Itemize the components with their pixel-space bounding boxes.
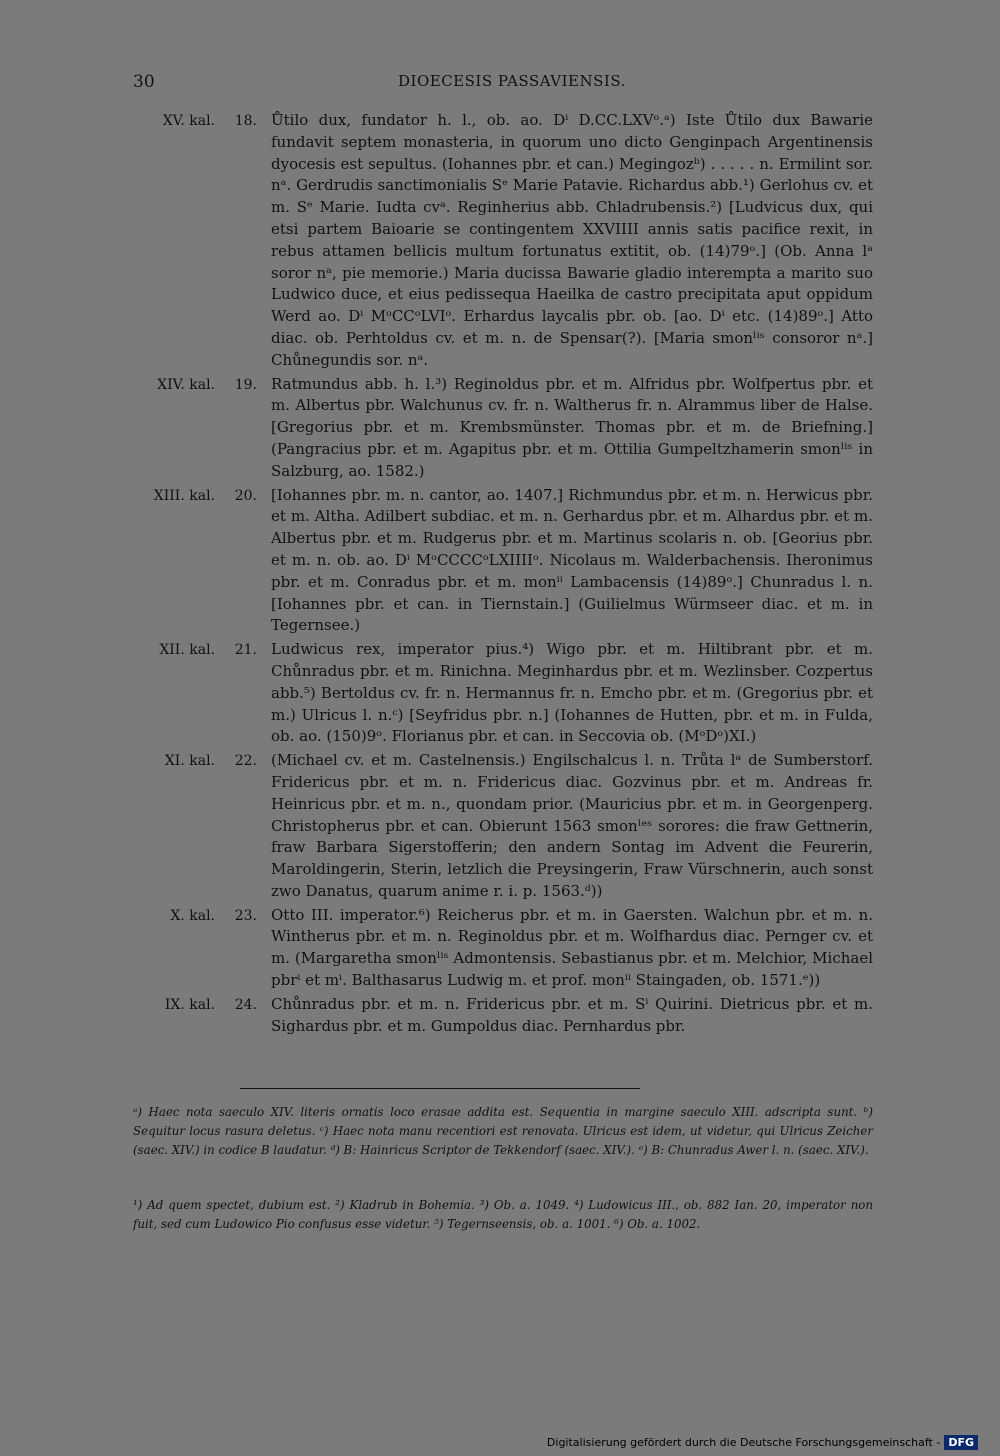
entry-date (133, 750, 271, 903)
kalends-label: XIII. kal. (153, 487, 215, 504)
day-number: 20. (234, 487, 257, 504)
kalends-label: XV. kal. (162, 113, 215, 129)
day-number: 18. (234, 113, 257, 129)
entry-date (133, 994, 271, 1038)
calendar-entry (133, 994, 873, 1038)
footnotes-letters: ᵃ) Haec nota saeculo XIV. literis ornatis loco erasae addita est. Sequentia in margine saeculo XIII. adscripta sunt. ᵇ) Sequitur locus rasura deletus. ᶜ) Haec nota manu recentiori est renovata. Ulricus est idem, ut videtur, qui Ulricus Zeicher (saec. XIV.) in codice B laudatur. ᵈ) B: Hainricus Scriptor de Tekkendorf (saec. XIV.). ᵉ) B: Chunradus Awer l. n. (saec. XIV.). (133, 1105, 873, 1157)
entry-date (133, 374, 271, 483)
kalends-label: XI. kal. (164, 753, 215, 770)
running-title: DIOECESIS PASSAVIENSIS. (398, 72, 626, 90)
entry-date (133, 110, 271, 372)
calendar-entry (133, 905, 873, 992)
day-number: 22. (234, 753, 257, 770)
footnotes-numbers: ¹) Ad quem spectet, dubium est. ²) Kladrub in Bohemia. ³) Ob. a. 1049. ⁴) Ludowicus III., ob. 882 Ian. 20, imperator non fuit, sed cum Ludowico Pio confusus esse videtur. ⁵) Tegernseensis, ob. a. 1001. ⁶) Ob. a. 1002. (133, 1198, 873, 1231)
entry-text: [Iohannes pbr. m. n. cantor, ao. 1407.] Richmundus pbr. et m. n. Herwicus pbr. et m. Altha. Adilbert subdiac. et m. n. Gerhardus pbr. et m. Alhardus pbr. et m. Albertus pbr. et m. Rudgerus pbr. et m. Martinus scolaris n. ob. [Georius pbr. et m. n. ob. ao. Dⁱ MᵒCCCCᵒLXIIIIᵒ. Nicolaus m. Walderbachensis. Iheronimus pbr. et m. Conradus pbr. et m. monⁱⁱ Lambacensis (14)89ᵒ.] Chunradus l. n. [Iohannes pbr. et can. in Tiernstain.] (Guilielmus Würmseer diac. et m. in Tegernsee.) (271, 485, 873, 635)
entry-text: (Michael cv. et m. Castelnensis.) Engilschalcus l. n. Trůta lᵃ de Sumberstorf. Fridericus pbr. et m. n. Fridericus diac. Gozvinus pbr. et m. Andreas fr. Heinricus pbr. et m. n., quondam prior. (Mauricius pbr. et m. in Georgenperg. Christopherus pbr. et can. Obierunt 1563 smonˡᵉˢ sorores: die fraw Gettnerin, fraw Barbara Sigerstofferin; den andern Sontag im Advent die Feurerin, Maroldingerin, Sterin, letzlich die Preysingerin, Fraw Vürschnerin, auch sonst zwo Danatus, quarum anime r. i. p. 1563.ᵈ)) (271, 751, 873, 900)
calendar-entry (133, 485, 873, 638)
calendar-entry (133, 639, 873, 748)
day-number: 23. (234, 907, 257, 924)
kalends-label: XIV. kal. (157, 376, 215, 393)
day-number: 24. (234, 996, 257, 1013)
entry-date (133, 485, 271, 638)
entry-date (133, 905, 271, 992)
entry-text: Chůnradus pbr. et m. n. Fridericus pbr. et m. Sⁱ Quirini. Dietricus pbr. et m. Sighardus pbr. et m. Gumpoldus diac. Pernhardus pbr. (271, 994, 873, 1035)
footnote-divider (240, 1088, 640, 1089)
entry-text: Ratmundus abb. h. l.³) Reginoldus pbr. et m. Alfridus pbr. Wolfpertus pbr. et m. Albertus pbr. Walchunus cv. fr. n. Waltherus fr. n. Alrammus liber de Halse. [Gregorius pbr. et m. Krembsmünster. Thomas pbr. et m. de Briefning.] (Pangracius pbr. et m. Agapitus pbr. et m. Ottilia Gumpeltzhamerin smonˡⁱˢ in Salzburg, ao. 1582.) (271, 374, 873, 480)
kalends-label: X. kal. (170, 907, 215, 924)
day-number: 21. (234, 642, 257, 659)
calendar-entries (133, 110, 873, 1039)
day-number: 19. (234, 376, 257, 393)
calendar-entry (133, 110, 873, 372)
entry-text: Otto III. imperator.⁶) Reicherus pbr. et m. in Gaersten. Walchun pbr. et m. n. Wintherus pbr. et m. n. Reginoldus pbr. et m. Wolfhardus diac. Pernger cv. et m. (Margaretha smonˡⁱˢ Admontensis. Sebastianus pbr. et m. Melchior, Michael pbrⁱ et mⁱ. Balthasarus Ludwig m. et prof. monⁱⁱ Staingaden, ob. 1571.ᵉ)) (271, 905, 873, 990)
dfg-logo-icon: DFG (944, 1435, 978, 1450)
digitization-credit (547, 1435, 978, 1450)
entry-text: Ludwicus rex, imperator pius.⁴) Wigo pbr. et m. Hiltibrant pbr. et m. Chůnradus pbr. et m. Rinichna. Meginhardus pbr. et m. Wezlinsber. Cozpertus abb.⁵) Bertoldus cv. fr. n. Hermannus fr. n. Emcho pbr. et m. (Gregorius pbr. et m.) Ulricus l. n.ᶜ) [Seyfridus pbr. n.] (Iohannes de Hutten, pbr. et m. in Fulda, ob. ao. (150)9ᵒ. Florianus pbr. et can. in Seccovia ob. (MᵒDᵒ)XI.) (271, 640, 873, 746)
calendar-entry (133, 374, 873, 483)
page-number: 30 (133, 72, 155, 92)
entry-text: Ůtilo dux, fundator h. l., ob. ao. Dⁱ D.CC.LXVᵒ.ᵃ) Iste Ůtilo dux Bawarie fundavit septem monasteria, in quorum uno dicto Genginpach Argentinensis dyocesis est sepultus. (Iohannes pbr. et can.) Megingozᵇ) . . . . . n. Ermilint sor. nᵃ. Gerdrudis sanctimonialis Sᵉ Marie Patavie. Richardus abb.¹) Gerlohus cv. et m. Sᵉ Marie. Iudta cvᵃ. Reginherius abb. Chladrubensis.²) [Ludvicus dux, qui etsi partem Baioarie se contingentem XXVIIII annis satis pacifice rexit, in rebus attamen bellicis multum fortunatus extitit, ob. (14)79ᵒ.] (Ob. Anna lᵃ soror nᵃ, pie memorie.) Maria ducissa Bawarie gladio interempta a marito suo Ludwico duce, et eius pedissequa Haeilka de castro precipitata aput oppidum Werd ao. Dⁱ MᵒCCᵒLVIᵒ. Erhardus laycalis pbr. ob. [ao. Dⁱ etc. (14)89ᵒ.] Atto diac. ob. Perhtoldus cv. et m. n. de Spensar(?). [Maria smonˡⁱˢ consoror nᵃ.] Chůnegundis sor. nᵃ. (271, 111, 873, 369)
kalends-label: IX. kal. (164, 996, 215, 1013)
calendar-entry (133, 750, 873, 903)
entry-date (133, 639, 271, 748)
kalends-label: XII. kal. (159, 642, 215, 659)
credit-text: Digitalisierung gefördert durch die Deutsche Forschungsgemeinschaft - (546, 1436, 941, 1449)
